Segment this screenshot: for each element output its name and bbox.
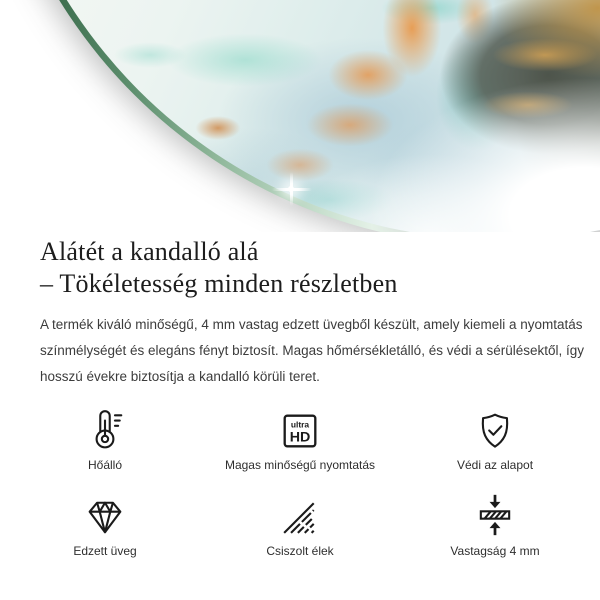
title-line-2: – Tökéletesség minden részletben [40, 269, 398, 298]
thermometer-icon [86, 404, 124, 450]
product-hero-image [0, 0, 600, 232]
feature-label: Vastagság 4 mm [450, 544, 540, 558]
description-line: színmélységét és elegáns fényt biztosít. Magas hőmérsékletálló, és védi a sérülésektől, így [40, 343, 585, 358]
sparkle-core [288, 186, 294, 192]
feature-label: Védi az alapot [456, 458, 534, 472]
feature-label: Csiszolt élek [266, 544, 334, 558]
feature-protects-base [457, 404, 533, 472]
ultra-hd-icon-text-bottom: HD [289, 429, 311, 446]
diamond-icon [86, 490, 124, 536]
feature-tempered-glass [73, 490, 136, 558]
product-info-section [0, 236, 600, 558]
sparkle-highlight [272, 172, 312, 208]
features-grid [40, 404, 560, 558]
feature-label: Edzett üveg [73, 544, 137, 558]
feature-polished-edges [266, 490, 333, 558]
description-line: hosszú évekre biztosítja a kandalló körüli teret. [40, 369, 320, 384]
polished-edges-icon [281, 490, 319, 536]
shield-check-icon [476, 404, 514, 450]
title-line-1: Alátét a kandalló alá [40, 237, 259, 266]
description-line: A termék kiváló minőségű, 4 mm vastag edzett üvegből készült, amely kiemeli a nyomtatás [40, 317, 583, 332]
thickness-icon [476, 490, 514, 536]
feature-heat-resistant [86, 404, 124, 472]
feature-label: Hőálló [87, 458, 123, 472]
ultra-hd-icon-text-top: ultra [290, 419, 310, 430]
page-title [40, 236, 560, 300]
ultra-hd-icon [281, 404, 319, 450]
feature-label: Magas minőségű nyomtatás [224, 458, 376, 472]
product-description [40, 312, 585, 390]
feature-print-quality [225, 404, 375, 472]
feature-thickness [450, 490, 539, 558]
